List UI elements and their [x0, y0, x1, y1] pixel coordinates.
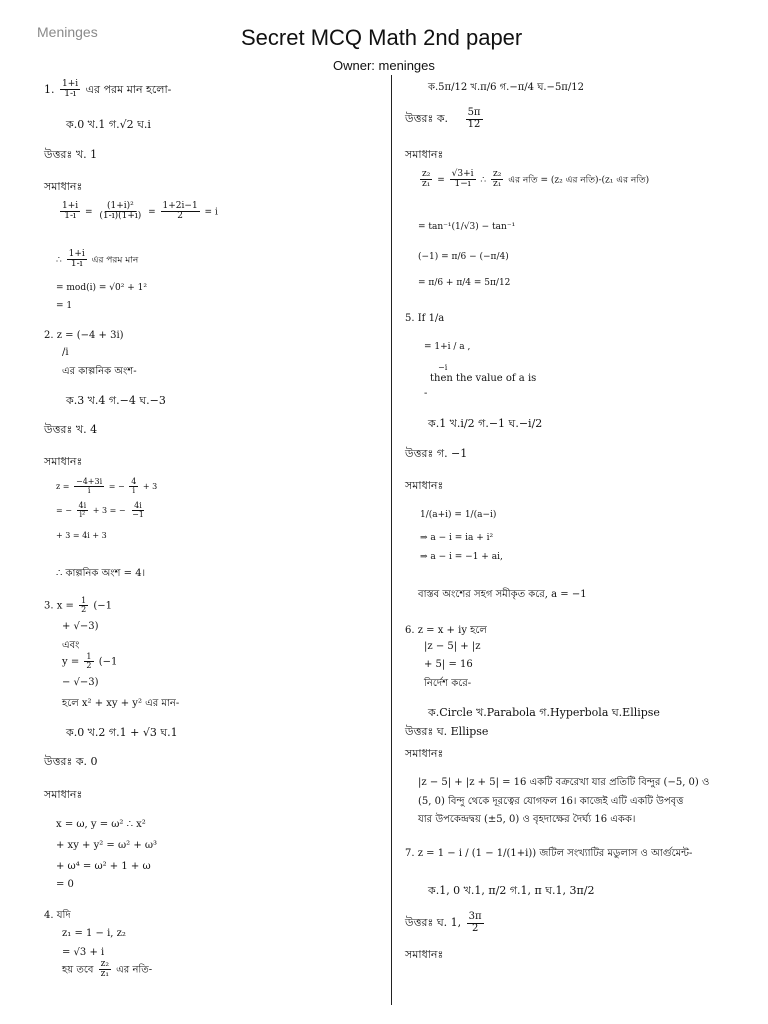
- q3-line-4: y = $\frac{1}{2}$ (−1: [62, 652, 118, 671]
- q4-line-2: z₁ = 1 − i, z₂: [62, 928, 126, 939]
- q5-answer: উত্তরঃ গ. −1: [405, 447, 468, 460]
- q4-line-3: = √3 + i: [62, 947, 105, 958]
- q5-options: ক.1 খ.i/2 গ.−1 ঘ.−i/2: [428, 417, 543, 430]
- q3-line-1: 3. x = $\frac{1}{2}$ (−1: [44, 596, 113, 615]
- q4-line-4: হয় তবে $\frac{\text{z₂}}{\text{z₁}}$ এর নতি-: [62, 959, 153, 980]
- q6-solution-line-1: |z − 5| + |z + 5| = 16 একটি বক্ররেখা যার প্রতিটি বিন্দুর (−5, 0) ও: [418, 777, 710, 788]
- q6-solution-label: সমাধানঃ: [405, 747, 444, 760]
- q5-line-5: -: [424, 388, 428, 399]
- q5-solution-label: সমাধানঃ: [405, 479, 444, 492]
- q1-solution-line-1: $\frac{1+i}{1-i}$ = $\frac{\text{(1+i)²}}{(1-i)(1+i)}$ = $\frac{1+2i-1}{2}$ = i: [62, 201, 218, 222]
- q1-solution-line-2: ∴ $\frac{1+i}{1-i}$ এর পরম মান: [56, 249, 139, 270]
- q6-solution-line-3: যার উপকেন্দ্রদ্বয় (±5, 0) ও বৃহদাক্ষের দৈর্ঘ্য 16 একক।: [418, 814, 636, 825]
- q1-solution-line-4: = 1: [56, 301, 73, 311]
- q5-line-2: = 1+i / a ,: [424, 342, 471, 352]
- q6-line-3: + 5| = 16: [424, 659, 473, 670]
- q4-answer: উত্তরঃ ক. $\frac{5\pi}{12}$: [405, 107, 481, 130]
- brand-label: Meninges: [37, 24, 98, 40]
- q5-solution-line-1: 1/(a+i) = 1/(a−i): [420, 510, 497, 520]
- q6-line-4: নির্দেশ করে-: [424, 678, 472, 689]
- q2-solution-line-3: + 3 = 4i + 3: [56, 531, 107, 540]
- owner-label: Owner: meninges: [333, 58, 435, 73]
- q2-solution-label: সমাধানঃ: [44, 455, 83, 468]
- q7-answer: উত্তরঃ ঘ. 1, $\frac{3\pi}{2}$: [405, 911, 482, 934]
- q3-line-5: − √−3): [62, 677, 99, 688]
- q6-answer: উত্তরঃ ঘ. Ellipse: [405, 725, 489, 738]
- q3-line-3: এবং: [62, 640, 80, 651]
- q2-solution-line-1: z = $\frac{-4+3i}{i}$ = − $\frac{4}{i}$ + 3: [56, 477, 158, 496]
- q4-solution-line-1: $\frac{\text{z₂}}{\text{z₁}}$ = $\frac{√3+i}{1-i}$ ∴ $\frac{\text{z₂}}{\text{z₁}}$ এর নতি = (z₂ এর নতি)-(z₁ এর নতি): [422, 169, 650, 190]
- q5-line-3: −i: [438, 363, 448, 372]
- q7-line-1: 7. z = 1 − i / (1 − 1/(1+i)) জটিল সংখ্যাটির মডুলাস ও আর্গুমেন্ট-: [405, 848, 693, 859]
- q4-options: ক.5π/12 খ.π/6 গ.−π/4 ঘ.−5π/12: [428, 82, 584, 93]
- q2-options: ক.3 খ.4 গ.−4 ঘ.−3: [66, 394, 166, 407]
- q5-line-4: then the value of a is: [430, 373, 537, 384]
- q6-solution-line-2: (5, 0) বিন্দু থেকে দূরত্বের যোগফল 16। কাজেই এটি একটি উপবৃত্ত: [418, 796, 684, 807]
- q4-line-1: 4. যদি: [44, 910, 71, 921]
- q2-line-3: এর কাল্পনিক অংশ-: [62, 366, 137, 377]
- page-title: Secret MCQ Math 2nd paper: [241, 25, 523, 50]
- q4-solution-line-4: = π/6 + π/4 = 5π/12: [418, 278, 511, 288]
- q3-line-6: হলে x² + xy + y² এর মান-: [62, 698, 180, 709]
- q6-line-2: |z − 5| + |z: [424, 641, 481, 652]
- q2-answer: উত্তরঃ খ. 4: [44, 423, 98, 436]
- q7-options: ক.1, 0 খ.1, π/2 গ.1, π ঘ.1, 3π/2: [428, 884, 595, 897]
- q3-solution-line-1: x = ω, y = ω² ∴ x²: [56, 819, 146, 830]
- q1-solution-line-3: = mod(i) = √0² + 1²: [56, 283, 147, 293]
- q2-line-2: /i: [62, 347, 69, 358]
- q3-solution-label: সমাধানঃ: [44, 788, 83, 801]
- q3-solution-line-2: + xy + y² = ω² + ω³: [56, 840, 158, 851]
- q6-options: ক.Circle খ.Parabola গ.Hyperbola ঘ.Ellipse: [428, 706, 660, 719]
- q2-line-1: 2. z = (−4 + 3i): [44, 330, 124, 341]
- q3-solution-line-3: + ω⁴ = ω² + 1 + ω: [56, 861, 151, 872]
- q1-stem: 1. $\frac{1+i}{1-i}$ এর পরম মান হলো-: [44, 79, 172, 100]
- q4-solution-line-3: (−1) = π/6 − (−π/4): [418, 252, 509, 262]
- q5-solution-line-4: বাস্তব অংশের সহগ সমীকৃত করে, a = −1: [418, 589, 587, 600]
- q5-solution-line-3: ⇒ a − i = −1 + ai,: [420, 552, 503, 562]
- q3-options: ক.0 খ.2 গ.1 + √3 ঘ.1: [66, 726, 178, 739]
- q4-solution-label: সমাধানঃ: [405, 148, 444, 161]
- q4-solution-line-2: = tan⁻¹(1/√3) − tan⁻¹: [418, 222, 516, 232]
- q5-line-1: 5. If 1/a: [405, 313, 445, 324]
- q6-line-1: 6. z = x + iy হলে: [405, 625, 487, 636]
- q2-solution-line-2: = − $\frac{4i}{\text{i²}}$ + 3 = − $\frac{4i}{-1}$: [56, 501, 144, 520]
- q3-solution-line-4: = 0: [56, 879, 74, 890]
- column-divider: [391, 75, 392, 1005]
- q3-answer: উত্তরঃ ক. 0: [44, 755, 98, 768]
- q2-solution-line-4: ∴ কাল্পনিক অংশ = 4।: [56, 568, 146, 579]
- q1-answer: উত্তরঃ খ. 1: [44, 148, 98, 161]
- q3-line-2: + √−3): [62, 621, 99, 632]
- q5-solution-line-2: ⇒ a − i = ia + i²: [420, 533, 494, 543]
- q1-solution-label: সমাধানঃ: [44, 180, 83, 193]
- q1-options: ক.0 খ.1 গ.√2 ঘ.i: [66, 118, 151, 131]
- q7-solution-label: সমাধানঃ: [405, 948, 444, 961]
